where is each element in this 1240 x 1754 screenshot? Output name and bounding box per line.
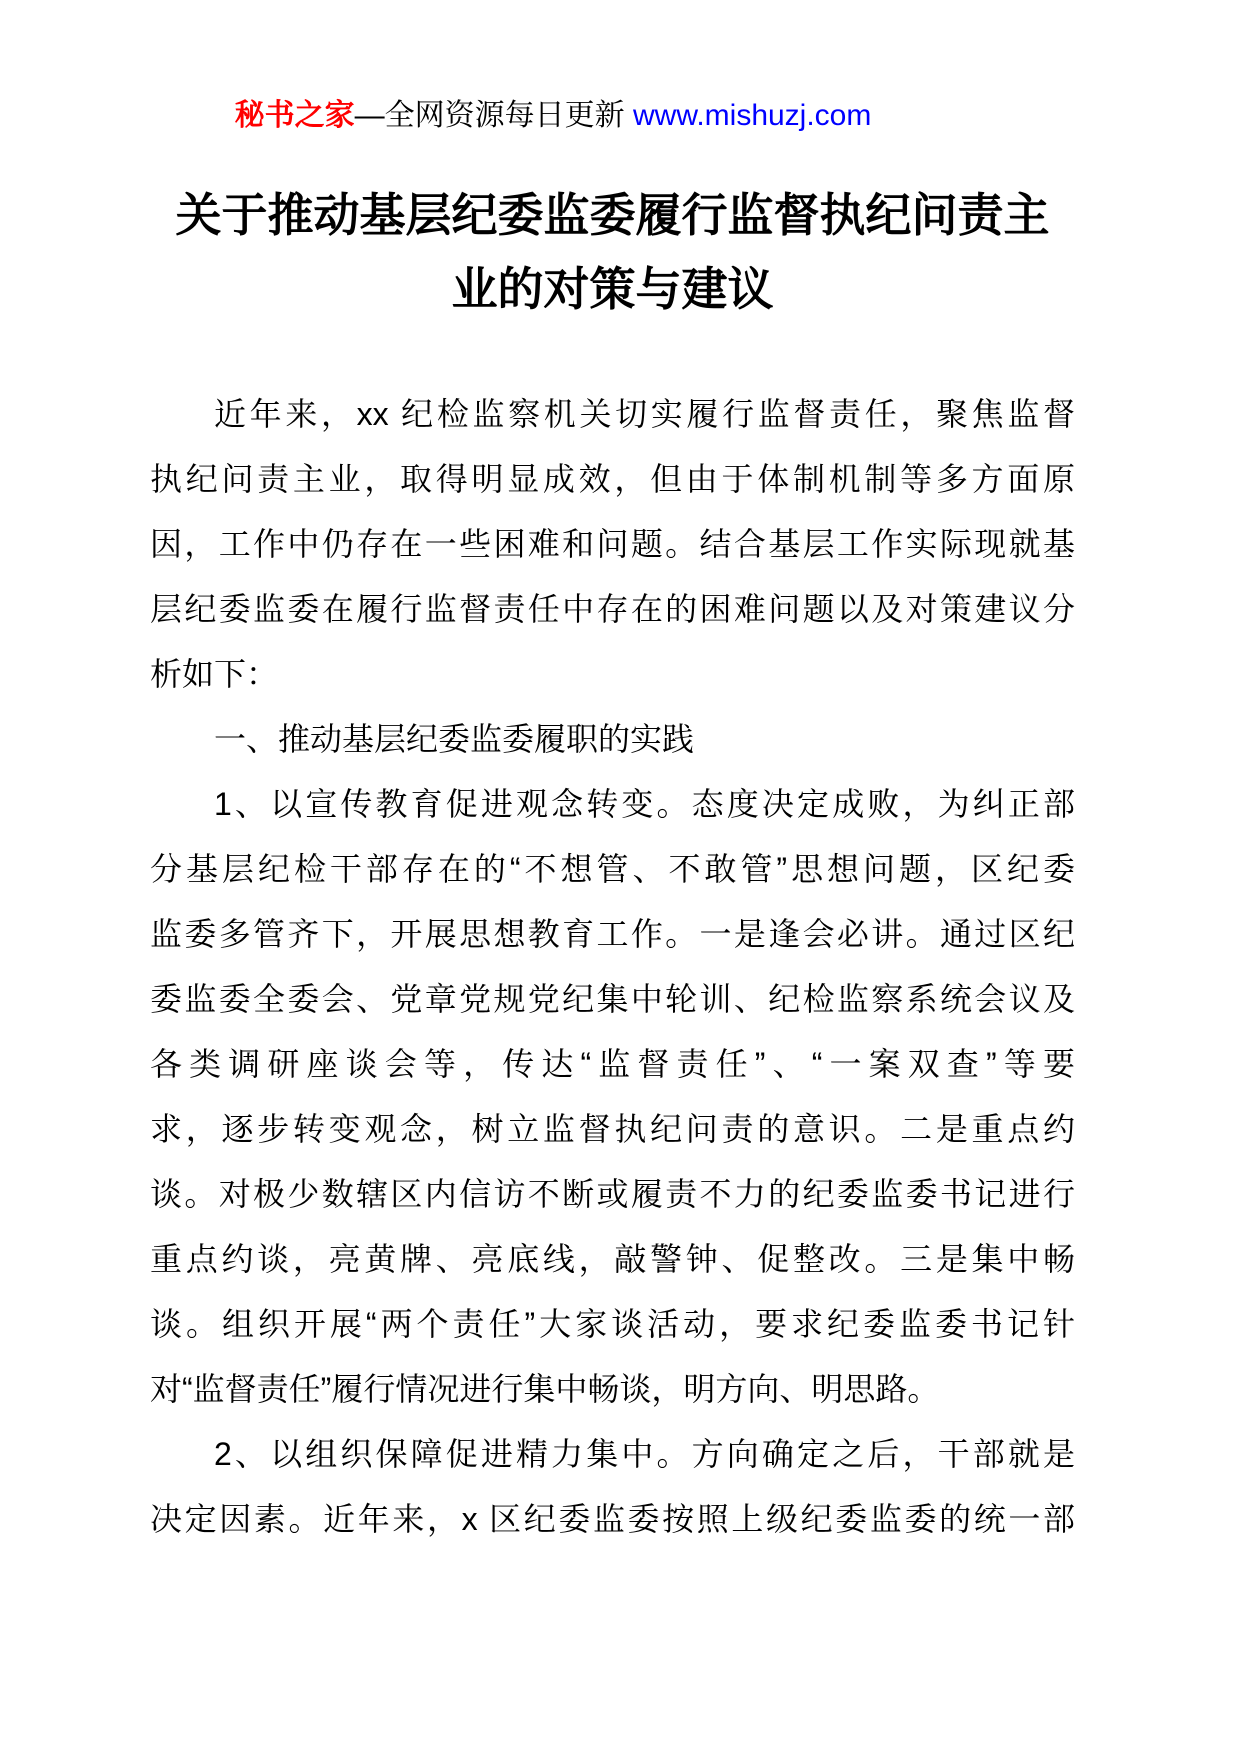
document-title — [150, 178, 1075, 326]
body-line: 谈。对极少数辖区内信访不断或履责不力的纪委监委书记进行 — [150, 1176, 1075, 1212]
site-url-link[interactable]: www.mishuzj.com — [632, 99, 872, 132]
body-line: 重点约谈，亮黄牌、亮底线，敲警钟、促整改。三是集中畅 — [150, 1241, 1075, 1277]
body-line: 各类调研座谈会等，传达“监督责任”、“一案双查”等要 — [150, 1046, 1075, 1082]
site-brand: 秘书之家 — [234, 99, 355, 132]
body-line: 层纪委监委在履行监督责任中存在的困难问题以及对策建议分 — [150, 591, 1075, 627]
body-line: 监委多管齐下，开展思想教育工作。一是逢会必讲。通过区纪 — [150, 916, 1075, 952]
body-line: 近年来，xx 纪检监察机关切实履行监督责任，聚焦监督 — [214, 396, 1075, 432]
body-line: 对“监督责任”履行情况进行集中畅谈，明方向、明思路。 — [150, 1371, 940, 1407]
body-line: 委监委全委会、党章党规党纪集中轮训、纪检监察系统会议及 — [150, 981, 1075, 1017]
body-line: 因，工作中仍存在一些困难和问题。结合基层工作实际现就基 — [150, 526, 1075, 562]
body-line: 析如下： — [150, 656, 279, 692]
body-line: 2、以组织保障促进精力集中。方向确定之后，干部就是 — [214, 1436, 1075, 1472]
document-title-line1: 关于推动基层纪委监委履行监督执纪问责主 — [175, 189, 1050, 241]
body-line: 执纪问责主业，取得明显成效，但由于体制机制等多方面原 — [150, 461, 1075, 497]
document-body — [150, 382, 1075, 1552]
header-tagline: —全网资源每日更新 — [354, 99, 633, 132]
body-line: 分基层纪检干部存在的“不想管、不敢管”思想问题，区纪委 — [150, 851, 1075, 887]
body-line: 决定因素。近年来，x 区纪委监委按照上级纪委监委的统一部 — [150, 1501, 1075, 1537]
page-header — [0, 96, 1106, 136]
document-title-line2: 业的对策与建议 — [451, 263, 774, 315]
section-heading: 一、推动基层纪委监委履职的实践 — [214, 721, 695, 757]
body-line: 求，逐步转变观念，树立监督执纪问责的意识。二是重点约 — [150, 1111, 1075, 1147]
body-line: 谈。组织开展“两个责任”大家谈活动，要求纪委监委书记针 — [150, 1306, 1075, 1342]
body-line: 1、以宣传教育促进观念转变。态度决定成败，为纠正部 — [214, 786, 1075, 822]
